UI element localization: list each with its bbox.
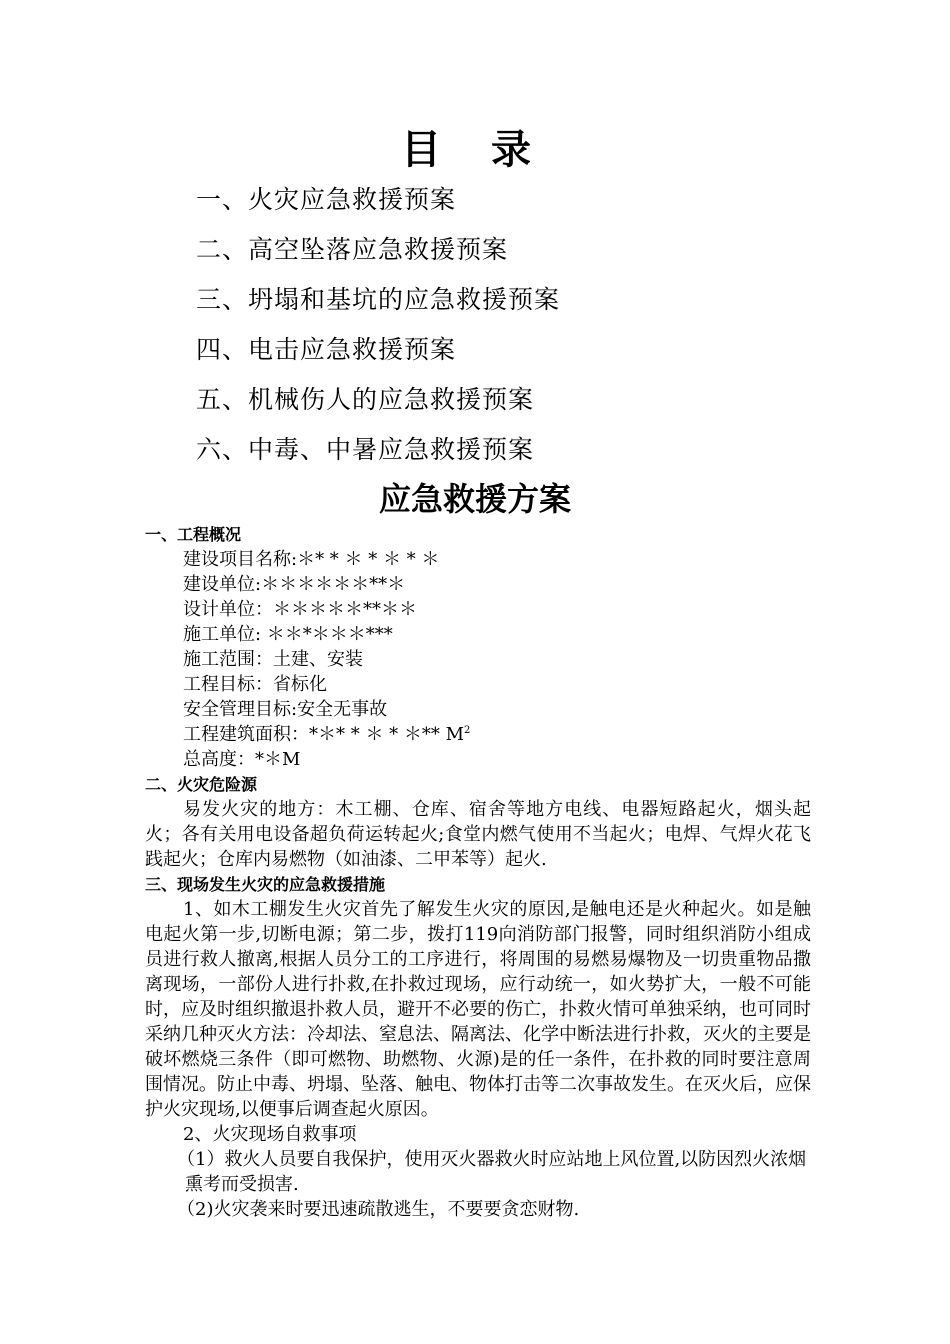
- section-heading: 一、工程概况: [145, 525, 242, 544]
- overview-height: 总高度：*＊M: [183, 749, 301, 770]
- plan-title: 应急救援方案: [378, 480, 571, 518]
- overview-line: 施工单位: ＊＊*＊＊＊***: [183, 624, 393, 645]
- table-of-contents: [196, 175, 560, 475]
- toc-item: 四、电击应急救援预案: [196, 335, 457, 364]
- overview-line: 工程目标：省标化: [183, 674, 327, 695]
- overview-line: 设计单位：＊＊＊＊＊**＊＊: [183, 599, 417, 620]
- toc-item: 五、机械伤人的应急救援预案: [196, 385, 535, 414]
- toc-item: 二、高空坠落应急救援预案: [196, 235, 509, 264]
- sub-list-item: （1）救火人员要自我保护，使用灭火器救火时应站地上风位置,以防因烈火浓烟熏考而受损害.: [177, 1149, 807, 1195]
- overview-line: 建设单位:＊＊＊＊＊＊**＊: [183, 574, 406, 595]
- overview-area: [145, 722, 811, 747]
- toc-item: 一、火灾应急救援预案: [196, 185, 457, 214]
- list-item: 2、火灾现场自救事项: [183, 1124, 357, 1145]
- overview-line: 建设项目名称:＊* * ＊ * ＊ * ＊: [183, 549, 440, 570]
- toc-item: 六、中毒、中暑应急救援预案: [196, 435, 535, 464]
- toc-item: 三、坍塌和基坑的应急救援预案: [196, 285, 561, 314]
- overview-line: 施工范围：土建、安装: [183, 649, 363, 670]
- toc-title: 目 录: [401, 126, 549, 173]
- area-unit-superscript: 2: [464, 725, 471, 736]
- paragraph: 易发火灾的地方：木工棚、仓库、宿舍等地方电线、电器短路起火，烟头起火；各有关用电设备超负荷运转起火;食堂内燃气使用不当起火；电焊、气焊火花飞践起火；仓库内易燃物（如油漆、二甲苯等）起火.: [145, 799, 811, 870]
- area-text: 工程建筑面积：*＊* * ＊ * ＊** M: [183, 724, 465, 745]
- sub-list-item: （2)火灾袭来时要迅速疏散逃生，不要要贪恋财物.: [177, 1199, 580, 1220]
- section-heading: 三、现场发生火灾的应急救援措施: [145, 875, 386, 894]
- section-heading: 二、火灾危险源: [145, 775, 258, 794]
- paragraph: 1、如木工棚发生火灾首先了解发生火灾的原因,是触电还是火种起火。如是触电起火第一步,切断电源；第二步，拨打119向消防部门报警，同时组织消防小组成员进行救人撤离,根据人员分工的工序进行，将周围的易燃易爆物及一切贵重物品撒离现场，一部份人进行扑救,在扑救过现场，应行动统一，如火势扩大，一般不可能时，应及时组织撤退扑救人员，避开不必要的伤亡，扑救火情可单独采纳，也可同时采纳几种灭火方法：冷却法、窒息法、隔离法、化学中断法进行扑救，灭火的主要是破坏燃烧三条件（即可燃物、助燃物、火源)是的任一条件，在扑救的同时要注意周围情况。防止中毒、坍塌、坠落、触电、物体打击等二次事故发生。在灭火后，应保护火灾现场,以便事后调查起火原因。: [145, 899, 811, 1120]
- overview-line: 安全管理目标:安全无事故: [183, 699, 388, 720]
- plan-body: [145, 522, 811, 1222]
